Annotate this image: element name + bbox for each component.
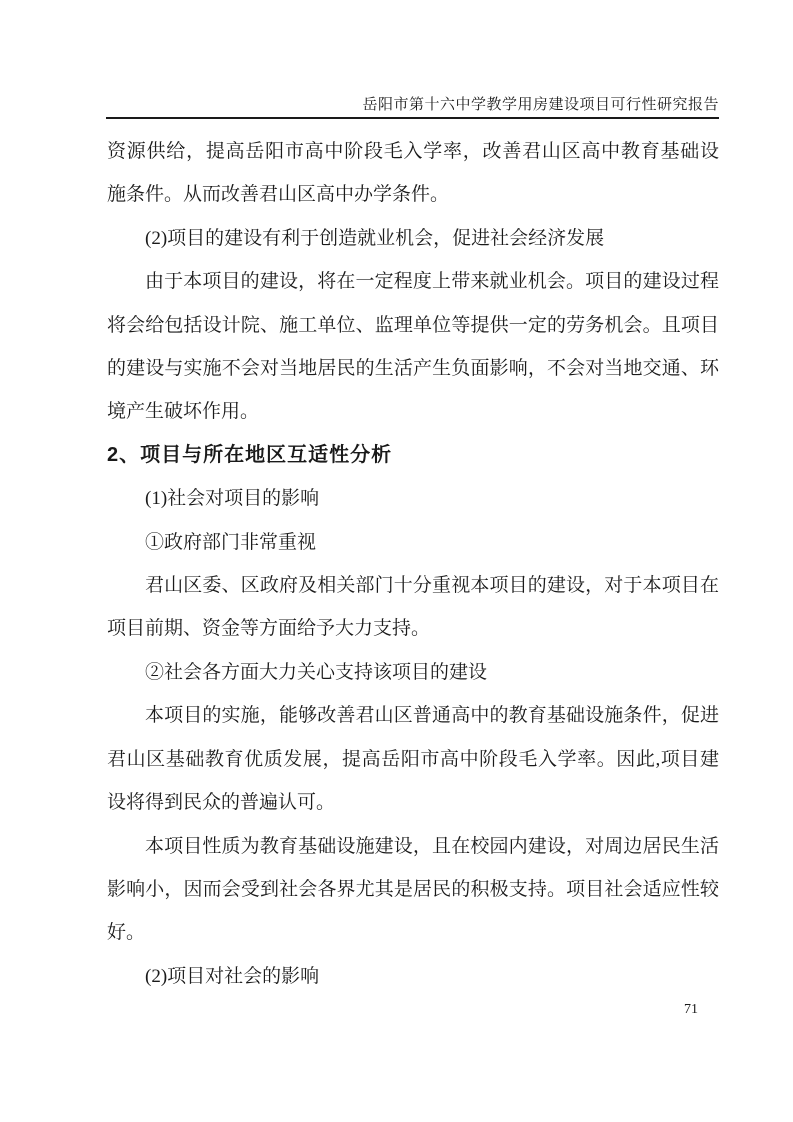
- paragraph: [107, 651, 719, 694]
- paragraph: [107, 477, 719, 520]
- body-line: (2)项目对社会的影响: [145, 965, 320, 987]
- body-line: 好。: [107, 922, 146, 944]
- body-line: 本项目的实施，能够改善君山区普通高中的教育基础设施条件，促进: [145, 705, 719, 727]
- paragraph: [107, 130, 719, 217]
- paragraph: [107, 825, 719, 955]
- body-line: 资源供给，提高岳阳市高中阶段毛入学率，改善君山区高中教育基础设: [107, 141, 719, 162]
- body-line: 君山区基础教育优质发展，提高岳阳市高中阶段毛入学率。因此,项目建: [107, 748, 719, 770]
- page-number: 71: [684, 1002, 698, 1017]
- body-line: 的建设与实施不会对当地居民的生活产生负面影响，不会对当地交通、环: [107, 358, 719, 380]
- paragraph: [107, 260, 719, 434]
- paragraph: [107, 564, 719, 651]
- section-heading: 2、项目与所在地区互适性分析: [107, 443, 393, 466]
- body-line: (1)社会对项目的影响: [145, 488, 320, 510]
- body-line: 影响小，因而会受到社会各界尤其是居民的积极支持。项目社会适应性较: [107, 878, 719, 900]
- paragraph: [107, 521, 719, 564]
- body-line: 由于本项目的建设，将在一定程度上带来就业机会。项目的建设过程: [145, 271, 719, 293]
- body-line: 项目前期、资金等方面给予大力支持。: [107, 618, 431, 640]
- body-line: 君山区委、区政府及相关部门十分重视本项目的建设，对于本项目在: [145, 575, 719, 597]
- paragraph: [107, 694, 719, 824]
- body-line: 施条件。从而改善君山区高中办学条件。: [107, 184, 450, 206]
- document-body: [107, 130, 719, 998]
- paragraph: [107, 217, 719, 260]
- paragraph: [107, 955, 719, 998]
- page-header-title: 岳阳市第十六中学教学用房建设项目可行性研究报告: [106, 96, 719, 119]
- body-line: ①政府部门非常重视: [145, 531, 317, 553]
- body-line: (2)项目的建设有利于创造就业机会，促进社会经济发展: [145, 227, 605, 249]
- body-line: 本项目性质为教育基础设施建设，且在校园内建设，对周边居民生活: [145, 835, 719, 857]
- body-line: 将会给包括设计院、施工单位、监理单位等提供一定的劳务机会。且项目: [107, 314, 719, 336]
- body-line: 境产生破坏作用。: [107, 401, 260, 423]
- body-line: ②社会各方面大力关心支持该项目的建设: [145, 661, 488, 683]
- body-line: 设将得到民众的普遍认可。: [107, 792, 336, 814]
